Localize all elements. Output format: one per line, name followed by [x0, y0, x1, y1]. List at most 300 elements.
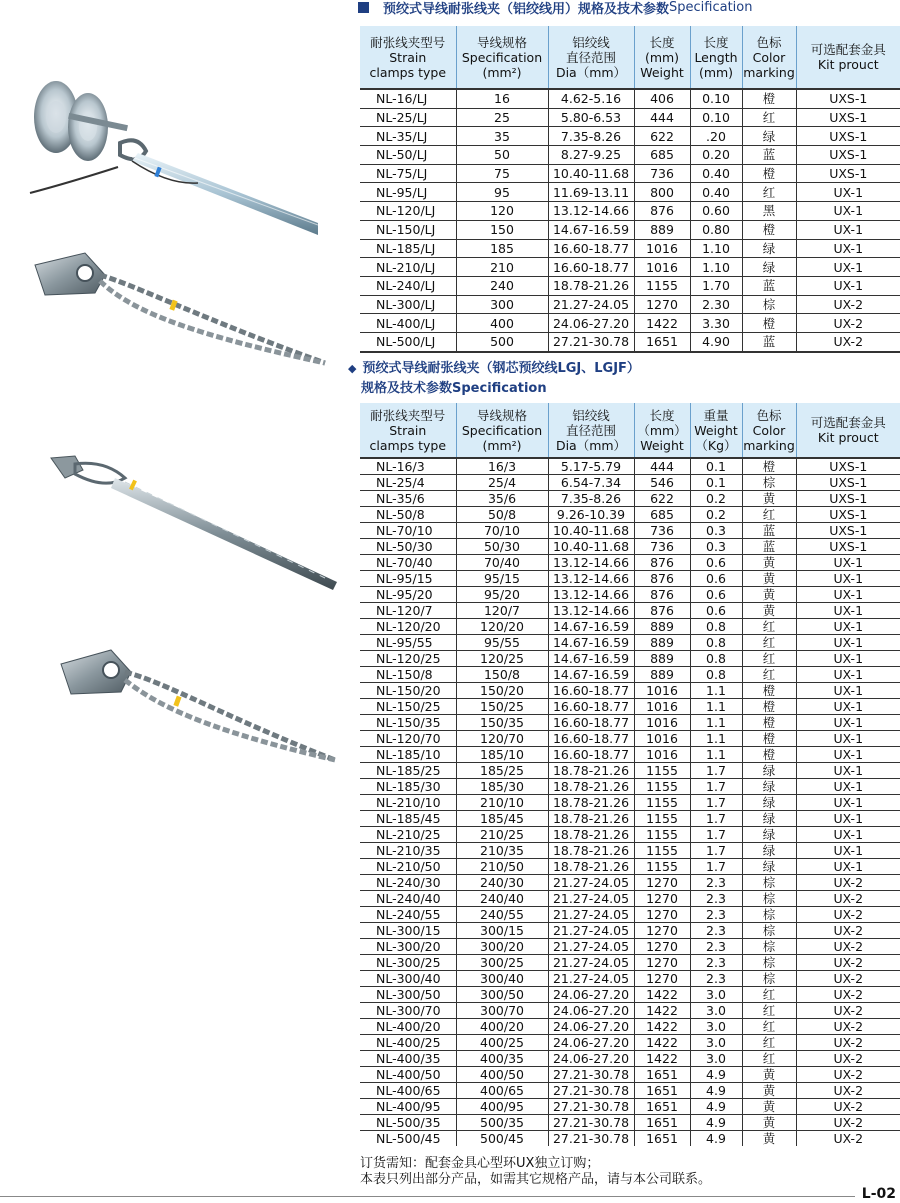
table-cell: 21.27-24.05 — [548, 955, 634, 971]
column-header — [742, 403, 796, 458]
table-cell: NL-210/25 — [360, 827, 456, 843]
table-cell: 24.06-27.20 — [548, 314, 634, 333]
table-cell: 1.1 — [690, 731, 742, 747]
table-cell: 0.6 — [690, 555, 742, 571]
table-row — [360, 1003, 900, 1019]
table-row — [360, 619, 900, 635]
table-cell: 棕 — [742, 923, 796, 939]
column-header-line: 长度 — [649, 34, 675, 50]
column-header — [796, 26, 900, 89]
table-cell: 14.67-16.59 — [548, 651, 634, 667]
table-cell: 24.06-27.20 — [548, 1035, 634, 1051]
table-cell: NL-240/55 — [360, 907, 456, 923]
table-cell: 27.21-30.78 — [548, 1067, 634, 1083]
table-cell: NL-25/4 — [360, 475, 456, 491]
table-cell: 14.67-16.59 — [548, 667, 634, 683]
table-cell: NL-400/25 — [360, 1035, 456, 1051]
table-cell: UX-2 — [796, 1099, 900, 1115]
table-cell: 0.8 — [690, 635, 742, 651]
table-cell: 4.9 — [690, 1067, 742, 1083]
table-cell: 蓝 — [742, 332, 796, 351]
table-row — [360, 955, 900, 971]
table-cell: 4.62-5.16 — [548, 89, 634, 108]
table-cell: 黄 — [742, 1067, 796, 1083]
table-cell: 0.80 — [690, 220, 742, 239]
table-cell: 1.7 — [690, 843, 742, 859]
table-cell: 876 — [634, 571, 690, 587]
table-cell: 黄 — [742, 603, 796, 619]
table-cell: 5.17-5.79 — [548, 458, 634, 475]
table-cell: 50 — [456, 146, 548, 165]
table-cell: 16.60-18.77 — [548, 747, 634, 763]
table-cell: UX-2 — [796, 1083, 900, 1099]
table-cell: 685 — [634, 507, 690, 523]
table-cell: 0.10 — [690, 89, 742, 108]
table-cell: 棕 — [742, 295, 796, 314]
table-cell: 红 — [742, 1035, 796, 1051]
table-cell: 黄 — [742, 555, 796, 571]
table-cell: 18.78-21.26 — [548, 859, 634, 875]
table-cell: 10.40-11.68 — [548, 539, 634, 555]
table-cell: 黄 — [742, 491, 796, 507]
table-row — [360, 875, 900, 891]
table-cell: 18.78-21.26 — [548, 827, 634, 843]
column-header-line: (mm) — [698, 64, 734, 80]
table-cell: 橙 — [742, 747, 796, 763]
table-cell: 橙 — [742, 164, 796, 183]
column-header-line: (mm) — [644, 49, 680, 65]
order-notes — [360, 1156, 711, 1188]
column-header-line: marking — [743, 64, 795, 80]
column-header-line: Weight — [694, 422, 738, 438]
table-cell: NL-16/LJ — [360, 89, 456, 108]
table-cell: 绿 — [742, 811, 796, 827]
column-header-line: Kit prouct — [817, 57, 879, 72]
table-cell: 黄 — [742, 1115, 796, 1131]
table-cell: 14.67-16.59 — [548, 635, 634, 651]
column-header-line: 长度 — [703, 34, 729, 50]
table-cell: UX-1 — [796, 202, 900, 221]
table-cell: NL-500/45 — [376, 1131, 441, 1146]
table-cell: 0.6 — [690, 587, 742, 603]
table-row — [360, 699, 900, 715]
table-cell: 黄 — [742, 1099, 796, 1115]
table-cell: 1422 — [634, 314, 690, 333]
table-cell: 24.06-27.20 — [548, 1003, 634, 1019]
table-cell: 16.60-18.77 — [548, 683, 634, 699]
table-cell: 2.3 — [690, 971, 742, 987]
table-cell: 3.0 — [690, 1051, 742, 1067]
table-cell: NL-240/LJ — [360, 276, 456, 295]
table-cell: 1651 — [634, 1131, 690, 1147]
column-header-line: Dia（mm） — [555, 64, 627, 80]
table-cell: NL-185/25 — [360, 763, 456, 779]
table-cell: 13.12-14.66 — [548, 202, 634, 221]
table-cell: 3.0 — [690, 1019, 742, 1035]
table-cell: 150/20 — [456, 683, 548, 699]
table-cell: 300/50 — [456, 987, 548, 1003]
table-cell: NL-240/40 — [360, 891, 456, 907]
table-row — [360, 587, 900, 603]
table-cell: 21.27-24.05 — [548, 923, 634, 939]
table-cell: NL-150/35 — [360, 715, 456, 731]
table-cell: UX-2 — [796, 1035, 900, 1051]
table-row — [360, 164, 900, 183]
table-cell: UXS-1 — [796, 146, 900, 165]
table-row — [360, 127, 900, 146]
table-row — [360, 779, 900, 795]
table-cell: 绿 — [742, 859, 796, 875]
table-cell: 500/35 — [456, 1115, 548, 1131]
table-row — [360, 332, 900, 351]
table-cell: UXS-1 — [796, 458, 900, 475]
table-cell: 24.06-27.20 — [548, 1051, 634, 1067]
table-row — [360, 220, 900, 239]
table-row — [360, 859, 900, 875]
table-cell: 红 — [742, 619, 796, 635]
table-cell: 11.69-13.11 — [548, 183, 634, 202]
column-header — [548, 403, 634, 458]
table-cell: 24.06-27.20 — [548, 1019, 634, 1035]
table-row — [360, 683, 900, 699]
section2-title-line2: 规格及技术参数Specification — [361, 381, 547, 396]
table-row — [360, 923, 900, 939]
table-cell: 210/50 — [456, 859, 548, 875]
table-cell: 橙 — [742, 458, 796, 475]
column-header-line: Strain — [389, 422, 427, 438]
table-cell: UX-1 — [796, 571, 900, 587]
table-cell: 橙 — [742, 731, 796, 747]
table-cell: 1.10 — [690, 258, 742, 277]
table-cell: 1016 — [634, 683, 690, 699]
column-header-line: 导线规格 — [476, 34, 527, 50]
table-cell: UX-2 — [796, 314, 900, 333]
table-header-row — [360, 26, 900, 89]
table-cell: 1016 — [634, 699, 690, 715]
table-cell: NL-95/20 — [360, 587, 456, 603]
table-row — [360, 731, 900, 747]
column-header-line: （mm） — [637, 422, 687, 438]
table-cell: 736 — [634, 164, 690, 183]
table-row — [360, 651, 900, 667]
table-cell: 橙 — [742, 683, 796, 699]
table-cell: 1155 — [634, 827, 690, 843]
column-header-line: （Kg） — [695, 437, 737, 453]
table-cell: 35 — [456, 127, 548, 146]
table-cell: NL-95/15 — [360, 571, 456, 587]
table-cell: UX-2 — [796, 923, 900, 939]
table-cell: 1270 — [634, 923, 690, 939]
table-cell: 黄 — [742, 587, 796, 603]
column-header-line: (mm²) — [482, 64, 522, 80]
column-header-line: Color — [752, 422, 786, 438]
page-number: L-02 — [861, 1186, 896, 1202]
table-cell: 14.67-16.59 — [548, 220, 634, 239]
table-cell: UX-1 — [796, 843, 900, 859]
table-cell: 889 — [634, 635, 690, 651]
table-cell: UXS-1 — [796, 539, 900, 555]
table-cell: 1422 — [634, 1035, 690, 1051]
table-cell: NL-25/LJ — [360, 108, 456, 127]
table-cell: 8.27-9.25 — [548, 146, 634, 165]
table-cell: 300/40 — [456, 971, 548, 987]
table-cell: 240/55 — [456, 907, 548, 923]
table-cell: NL-400/50 — [360, 1067, 456, 1083]
table-cell: 300/70 — [456, 1003, 548, 1019]
table-cell: 绿 — [742, 843, 796, 859]
column-header-line: 导线规格 — [476, 407, 527, 423]
table-cell: 1422 — [634, 1051, 690, 1067]
table-cell: 400/65 — [456, 1083, 548, 1099]
table-cell: NL-300/LJ — [360, 295, 456, 314]
table-cell: 0.10 — [690, 108, 742, 127]
table-row — [360, 907, 900, 923]
table-row — [360, 239, 900, 258]
table-row — [360, 811, 900, 827]
column-header-line: Dia（mm） — [555, 437, 627, 453]
table-cell: 1155 — [634, 763, 690, 779]
table-cell: 876 — [634, 202, 690, 221]
column-header-line: 可选配套金具 — [810, 415, 886, 430]
table-row — [360, 1115, 900, 1131]
table-cell: 棕 — [742, 891, 796, 907]
table-cell: 240 — [456, 276, 548, 295]
table-cell: 1270 — [634, 971, 690, 987]
table-cell: 500 — [456, 332, 548, 351]
table-row — [360, 1083, 900, 1099]
table-cell: UX-1 — [796, 276, 900, 295]
table-cell: 1.7 — [690, 763, 742, 779]
table-cell: 绿 — [742, 827, 796, 843]
column-header-line: 铝绞线 — [572, 407, 610, 423]
table-cell: 185/30 — [456, 779, 548, 795]
table-cell: 21.27-24.05 — [548, 891, 634, 907]
steel-core-spec-table — [360, 403, 900, 1146]
table-cell: 210/10 — [456, 795, 548, 811]
table-cell: NL-120/LJ — [360, 202, 456, 221]
table-cell: UX-2 — [796, 971, 900, 987]
column-header-line: marking — [743, 437, 795, 453]
table-cell: UX-1 — [796, 779, 900, 795]
note-line-1: 订货需知：配套金具心型环UX独立订购； — [360, 1156, 600, 1171]
table-cell: 7.35-8.26 — [548, 491, 634, 507]
table-cell: 95/20 — [456, 587, 548, 603]
table-cell: NL-70/40 — [360, 555, 456, 571]
table-cell: 21.27-24.05 — [548, 971, 634, 987]
table-cell: 红 — [742, 1019, 796, 1035]
table-cell: 红 — [742, 651, 796, 667]
table-cell: UXS-1 — [796, 507, 900, 523]
table-cell: 橙 — [742, 220, 796, 239]
table-cell: 0.3 — [690, 523, 742, 539]
table-cell: 棕 — [742, 939, 796, 955]
table-cell: 0.40 — [690, 183, 742, 202]
table-cell: 27.21-30.78 — [548, 1083, 634, 1099]
table-cell: NL-50/LJ — [360, 146, 456, 165]
table-cell: 1.7 — [690, 827, 742, 843]
table-cell: NL-500/LJ — [360, 332, 456, 351]
table-cell: 95/15 — [456, 571, 548, 587]
table-cell: 185/25 — [456, 763, 548, 779]
table-row — [360, 539, 900, 555]
table-cell: NL-400/35 — [360, 1051, 456, 1067]
table-cell: UXS-1 — [796, 89, 900, 108]
table-cell: UX-2 — [796, 1067, 900, 1083]
table-cell: UX-2 — [796, 332, 900, 351]
table-cell: 300/25 — [456, 955, 548, 971]
table-cell: 120 — [456, 202, 548, 221]
table-cell: UX-2 — [796, 295, 900, 314]
table-cell: 1155 — [634, 276, 690, 295]
table-cell: 蓝 — [742, 146, 796, 165]
table-cell: 0.6 — [690, 571, 742, 587]
table-cell: 736 — [634, 539, 690, 555]
table-cell: UX-1 — [796, 747, 900, 763]
table-cell: 黑 — [742, 202, 796, 221]
table-row — [360, 507, 900, 523]
column-header — [360, 403, 456, 458]
table-cell: UX-2 — [796, 955, 900, 971]
column-header — [360, 26, 456, 89]
table-row — [360, 475, 900, 491]
table-cell: 35/6 — [456, 491, 548, 507]
table-cell: 210/35 — [456, 843, 548, 859]
table-cell: 21.27-24.05 — [548, 939, 634, 955]
table-cell: 876 — [634, 555, 690, 571]
table-cell: 3.0 — [690, 1003, 742, 1019]
table-cell: NL-50/30 — [360, 539, 456, 555]
table-cell: 27.21-30.78 — [548, 1131, 634, 1147]
table-cell: 27.21-30.78 — [548, 332, 634, 351]
table-cell: 400 — [456, 314, 548, 333]
table-cell: UX-1 — [796, 683, 900, 699]
table-cell: 1155 — [634, 811, 690, 827]
table-row — [360, 763, 900, 779]
table-cell: 16.60-18.77 — [548, 715, 634, 731]
table-cell: 4.9 — [690, 1099, 742, 1115]
table-cell: NL-300/25 — [360, 955, 456, 971]
table-cell: 7.35-8.26 — [548, 127, 634, 146]
column-header — [690, 26, 742, 89]
table-row — [360, 747, 900, 763]
table-row — [360, 202, 900, 221]
table-cell: 0.1 — [690, 458, 742, 475]
column-header — [634, 403, 690, 458]
table-cell: NL-400/LJ — [360, 314, 456, 333]
table-cell: UX-1 — [796, 859, 900, 875]
table-cell: 0.1 — [690, 475, 742, 491]
table-cell: NL-210/35 — [360, 843, 456, 859]
table-cell: UXS-1 — [796, 108, 900, 127]
table-cell: NL-185/45 — [360, 811, 456, 827]
table-cell: 300/20 — [456, 939, 548, 955]
table-cell: UX-1 — [796, 763, 900, 779]
column-header-line: Strain — [389, 49, 427, 65]
table-cell: 4.9 — [690, 1083, 742, 1099]
table-cell: 18.78-21.26 — [548, 779, 634, 795]
table-cell: NL-240/30 — [360, 875, 456, 891]
table-cell: 0.3 — [690, 539, 742, 555]
table-cell: NL-150/20 — [360, 683, 456, 699]
table-cell: 3.0 — [690, 1035, 742, 1051]
square-bullet-icon — [358, 2, 369, 13]
table-cell: 1.1 — [690, 715, 742, 731]
table-cell: 橙 — [742, 89, 796, 108]
table-cell: 1651 — [634, 1067, 690, 1083]
table-cell: 800 — [634, 183, 690, 202]
table-row — [360, 1131, 900, 1147]
table-cell: UX-1 — [796, 555, 900, 571]
table-cell: 876 — [634, 587, 690, 603]
table-row — [360, 108, 900, 127]
table-row — [360, 146, 900, 165]
insulator-clamp-photo — [28, 75, 318, 235]
table-cell: 0.6 — [690, 603, 742, 619]
table-cell: UX-2 — [796, 1115, 900, 1131]
table-cell: NL-95/55 — [360, 635, 456, 651]
table-cell: 13.12-14.66 — [548, 555, 634, 571]
table-cell: UX-1 — [796, 635, 900, 651]
table-cell: 绿 — [742, 763, 796, 779]
table-cell: NL-50/8 — [360, 507, 456, 523]
table-cell: NL-75/LJ — [360, 164, 456, 183]
footer-divider — [0, 1196, 855, 1197]
table-cell: 2.3 — [690, 923, 742, 939]
table-cell: 13.12-14.66 — [548, 571, 634, 587]
table-cell: UX-1 — [796, 827, 900, 843]
table-cell: 25/4 — [456, 475, 548, 491]
table-cell: 240/40 — [456, 891, 548, 907]
table-cell: 70/40 — [456, 555, 548, 571]
table-cell: 红 — [742, 507, 796, 523]
table-cell: 9.26-10.39 — [548, 507, 634, 523]
table-cell: 蓝 — [742, 276, 796, 295]
section2-title-line1: 预绞式导线耐张线夹（钢芯预绞线LGJ、LGJF） — [362, 361, 640, 376]
table-cell: 150/8 — [456, 667, 548, 683]
column-header-line: Weight — [640, 437, 684, 453]
table-cell: .20 — [690, 127, 742, 146]
note-line-2: 本表只列出部分产品，如需其它规格产品，请与本公司联系。 — [360, 1172, 712, 1187]
diamond-bullet-icon: ◆ — [348, 362, 357, 375]
table-cell: 0.60 — [690, 202, 742, 221]
table-row — [360, 1051, 900, 1067]
table-cell: UX-2 — [796, 939, 900, 955]
table-cell: UX-2 — [796, 1051, 900, 1067]
column-header-line: Length — [694, 49, 738, 65]
table-cell: 绿 — [742, 239, 796, 258]
table-cell: 24.06-27.20 — [548, 987, 634, 1003]
table-cell: UX-1 — [796, 603, 900, 619]
column-header-line: Weight — [640, 64, 684, 80]
table-cell: UX-2 — [796, 1003, 900, 1019]
table-cell: NL-185/LJ — [360, 239, 456, 258]
table-cell: 889 — [634, 667, 690, 683]
table-row — [360, 715, 900, 731]
section1-title — [358, 0, 752, 16]
table-cell: 2.3 — [690, 875, 742, 891]
table-cell: UX-1 — [796, 651, 900, 667]
table-cell: 300 — [456, 295, 548, 314]
table-cell: 黄 — [742, 571, 796, 587]
table-cell: 400/25 — [456, 1035, 548, 1051]
table-cell: 1.1 — [690, 683, 742, 699]
table-cell: 185 — [456, 239, 548, 258]
table-cell: UX-2 — [796, 987, 900, 1003]
table-row — [360, 843, 900, 859]
table-cell: 棕 — [742, 907, 796, 923]
table-cell: 70/10 — [456, 523, 548, 539]
table-cell: UXS-1 — [796, 475, 900, 491]
